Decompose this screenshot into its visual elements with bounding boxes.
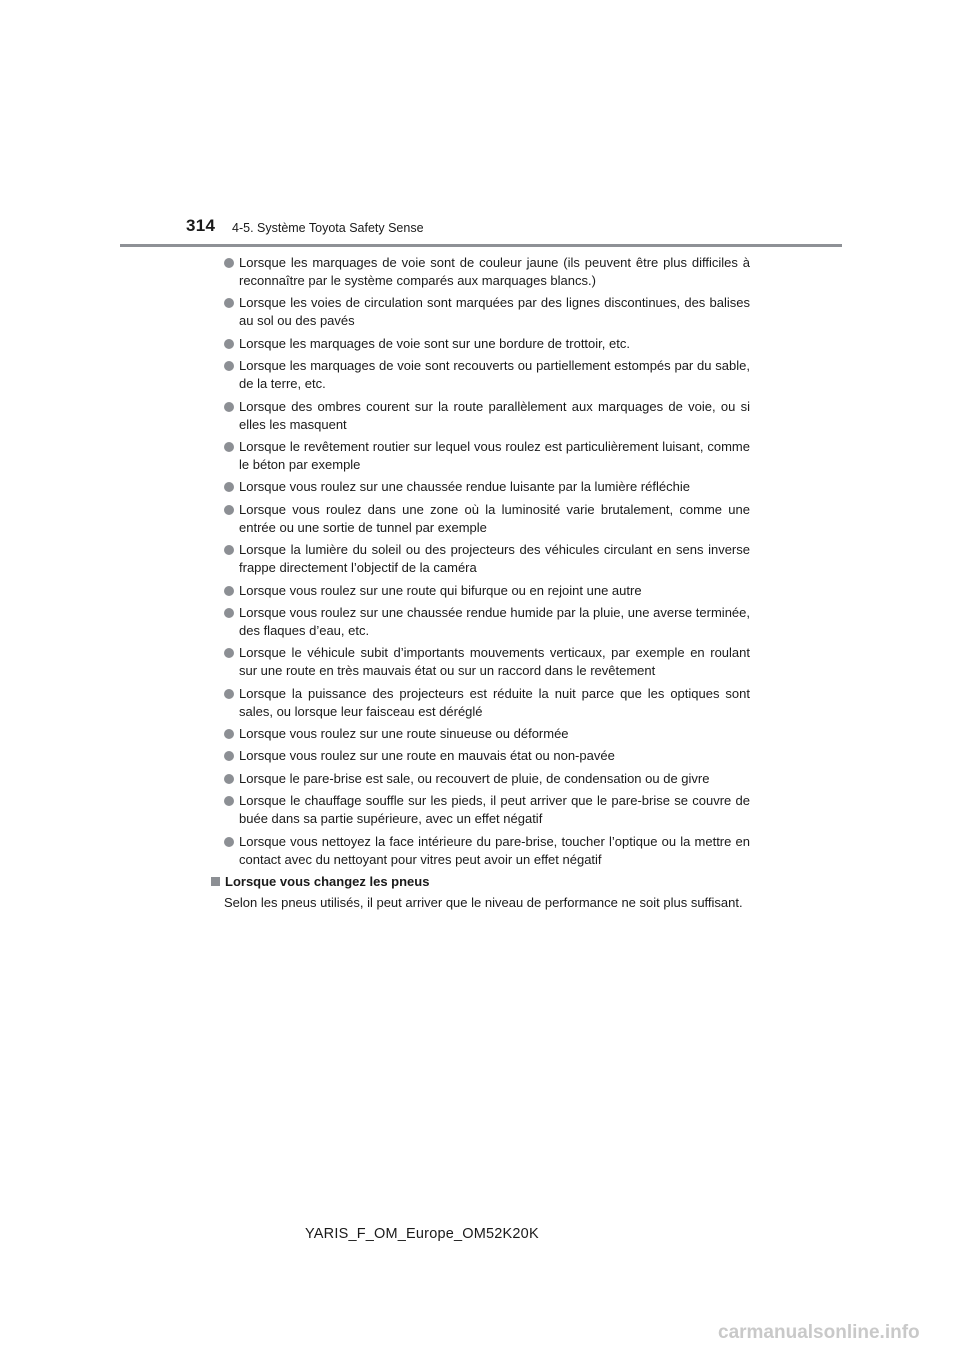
list-item <box>224 438 750 474</box>
circle-bullet-icon <box>224 361 234 371</box>
page-content <box>224 254 750 912</box>
list-item <box>224 833 750 869</box>
subsection-paragraph: Selon les pneus utilisés, il peut arriver que le niveau de performance ne soit plus suffisant. <box>224 895 743 911</box>
list-item-text: Lorsque vous roulez sur une route en mauvais état ou non-pavée <box>239 748 615 764</box>
list-item <box>224 478 750 496</box>
circle-bullet-icon <box>224 505 234 515</box>
square-bullet-icon <box>211 877 220 886</box>
list-item-text: Lorsque les marquages de voie sont de couleur jaune (ils peuvent être plus difficiles à reconnaître par le système comparés aux marquages blancs.) <box>239 255 750 288</box>
list-item-text: Lorsque vous roulez sur une chaussée rendue luisante par la lumière réfléchie <box>239 479 690 495</box>
list-item-text: Lorsque la puissance des projecteurs est réduite la nuit parce que les optiques sont sales, ou lorsque leur faisceau est déréglé <box>239 685 750 719</box>
circle-bullet-icon <box>224 796 234 806</box>
list-item-text: Lorsque la lumière du soleil ou des projecteurs des véhicules circulant en sens inverse frappe directement l’objectif de la caméra <box>239 542 750 576</box>
circle-bullet-icon <box>224 442 234 452</box>
circle-bullet-icon <box>224 689 234 699</box>
list-item <box>224 541 750 577</box>
list-item <box>224 501 750 537</box>
circle-bullet-icon <box>224 258 234 268</box>
document-code: YARIS_F_OM_Europe_OM52K20K <box>305 1226 539 1242</box>
circle-bullet-icon <box>224 774 234 784</box>
list-item <box>224 644 750 680</box>
list-item-text: Lorsque vous roulez sur une route qui bifurque ou en rejoint une autre <box>239 582 642 598</box>
list-item <box>224 725 750 743</box>
circle-bullet-icon <box>224 482 234 492</box>
list-item-text: Lorsque le pare-brise est sale, ou recouvert de pluie, de condensation ou de givre <box>239 770 710 786</box>
circle-bullet-icon <box>224 729 234 739</box>
list-item-text: Lorsque les voies de circulation sont marquées par des lignes discontinues, des balises au sol ou des pavés <box>239 295 750 329</box>
circle-bullet-icon <box>224 586 234 596</box>
list-item-text: Lorsque vous roulez dans une zone où la luminosité varie brutalement, comme une entrée ou une sortie de tunnel par exemple <box>239 501 750 535</box>
list-item-text: Lorsque les marquages de voie sont sur une bordure de trottoir, etc. <box>239 335 630 351</box>
page-number: 314 <box>186 216 216 235</box>
subsection-heading <box>224 873 750 891</box>
circle-bullet-icon <box>224 648 234 658</box>
list-item <box>224 254 750 290</box>
list-item-text: Lorsque le véhicule subit d’importants mouvements verticaux, par exemple en roulant sur une route en très mauvais état ou sur un raccord dans le revêtement <box>239 645 750 679</box>
circle-bullet-icon <box>224 402 234 412</box>
list-item <box>224 357 750 393</box>
watermark: carmanualsonline.info <box>718 1322 920 1343</box>
list-item-text: Lorsque vous roulez sur une route sinueuse ou déformée <box>239 726 569 742</box>
circle-bullet-icon <box>224 339 234 349</box>
header-rule <box>120 244 842 247</box>
list-item-text: Lorsque le chauffage souffle sur les pieds, il peut arriver que le pare-brise se couvre de buée dans sa partie supérieure, avec un effet négatif <box>239 793 750 827</box>
list-item-text: Lorsque vous roulez sur une chaussée rendue humide par la pluie, une averse terminée, des flaques d’eau, etc. <box>239 604 750 638</box>
list-item <box>224 770 750 788</box>
bullet-list <box>224 254 750 869</box>
circle-bullet-icon <box>224 545 234 555</box>
list-item <box>224 792 750 828</box>
circle-bullet-icon <box>224 608 234 618</box>
subsection-title: Lorsque vous changez les pneus <box>225 874 430 890</box>
list-item-text: Lorsque les marquages de voie sont recouverts ou partiellement estompés par du sable, de la terre, etc. <box>239 358 750 392</box>
list-item <box>224 582 750 600</box>
list-item <box>224 685 750 721</box>
list-item-text: Lorsque vous nettoyez la face intérieure du pare-brise, toucher l’optique ou la mettre en contact avec du nettoyant pour vitres peut avoir un effet négatif <box>239 833 750 867</box>
section-title: 4-5. Système Toyota Safety Sense <box>232 221 424 235</box>
circle-bullet-icon <box>224 837 234 847</box>
circle-bullet-icon <box>224 751 234 761</box>
list-item <box>224 335 750 353</box>
list-item <box>224 398 750 434</box>
list-item-text: Lorsque le revêtement routier sur lequel vous roulez est particulièrement luisant, comme le béton par exemple <box>239 438 750 472</box>
list-item <box>224 294 750 330</box>
circle-bullet-icon <box>224 298 234 308</box>
list-item <box>224 604 750 640</box>
list-item <box>224 747 750 765</box>
list-item-text: Lorsque des ombres courent sur la route parallèlement aux marquages de voie, ou si elles les masquent <box>239 398 750 432</box>
